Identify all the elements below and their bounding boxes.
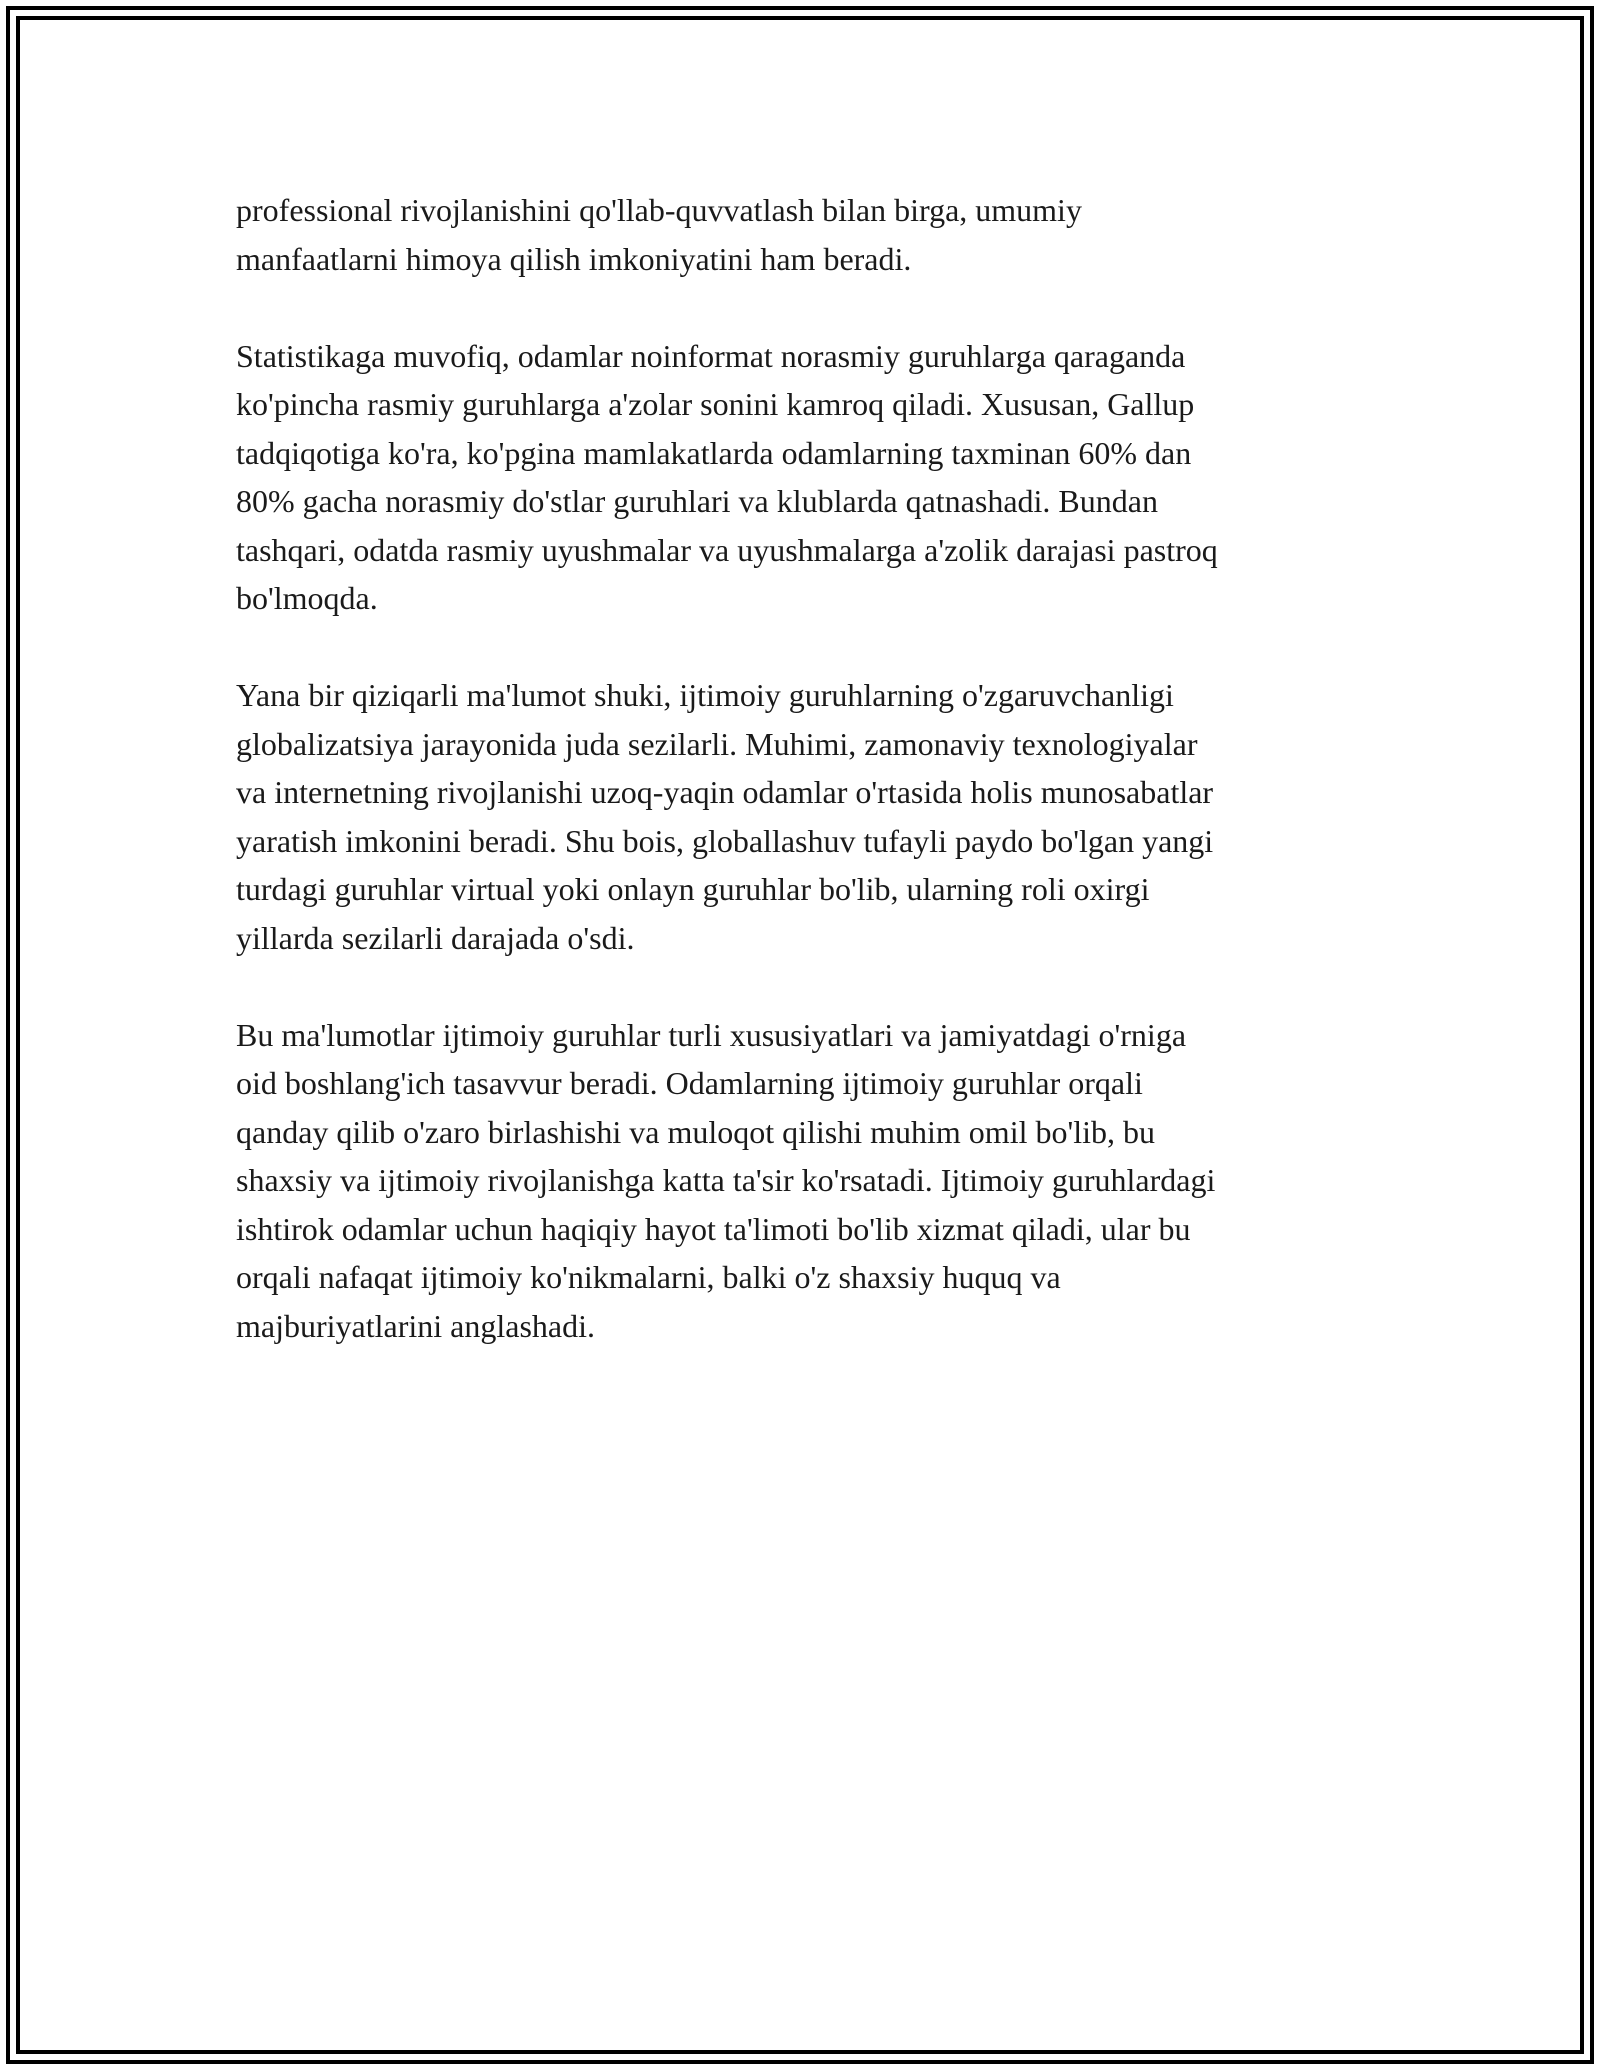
paragraph-4: Bu ma'lumotlar ijtimoiy guruhlar turli xususiyatlari va jamiyatdagi o'rniga oid boshlang'ich tasavvur beradi. Odamlarning ijtimoiy guruhlar orqali qanday qilib o'zaro birlashishi va muloqot qilishi muhim omil bo'lib, bu shaxsiy va ijtimoiy rivojlanishga katta ta'sir ko'rsatadi. Ijtimoiy guruhlardagi ishtirok odamlar uchun haqiqiy hayot ta'limoti bo'lib xizmat qiladi, ular bu orqali nafaqat ijtimoiy ko'nikmalarni, balki o'z shaxsiy huquq va majburiyatlarini anglashadi. [236,1016,1216,1344]
paragraph-3: Yana bir qiziqarli ma'lumot shuki, ijtimoiy guruhlarning o'zgaruvchanligi globalizatsiya jarayonida juda sezilarli. Muhimi, zamonaviy texnologiyalar va internetning rivojlanishi uzoq-yaqin odamlar o'rtasida holis munosabatlar yaratish imkonini beradi. Shu bois, globallashuv tufayli paydo bo'lgan yangi turdagi guruhlar virtual yoki onlayn guruhlar bo'lib, ularning roli oxirgi yillarda sezilarli darajada o'sdi. [236,677,1214,956]
document-body [236,186,1366,1399]
paragraph-1: professional rivojlanishini qo'llab-quvvatlash bilan birga, umumiy manfaatlarni himoya qilish imkoniyatini ham beradi. [236,192,1082,277]
paragraph-2: Statistikaga muvofiq, odamlar noinformat norasmiy guruhlarga qaraganda ko'pincha rasmiy guruhlarga a'zolar sonini kamroq qiladi. Xususan, Gallup tadqiqotiga ko'ra, ko'pgina mamlakatlarda odamlarning taxminan 60% dan 80% gacha norasmiy do'stlar guruhlari va klublarda qatnashadi. Bundan tashqari, odatda rasmiy uyushmalar va uyushmalarga a'zolik darajasi pastroq bo'lmoqda. [236,337,1218,616]
